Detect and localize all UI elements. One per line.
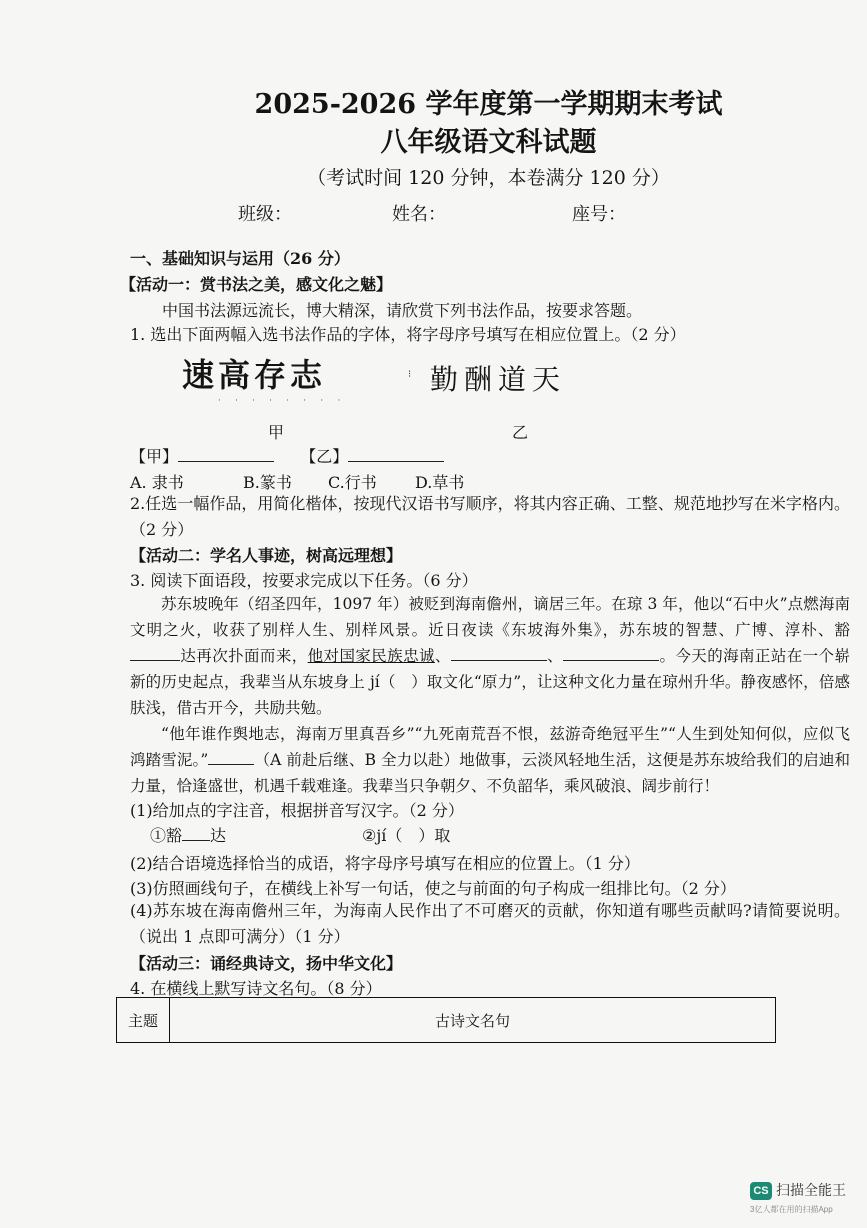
option-d: D.草书	[415, 473, 465, 492]
blank-parallel-1[interactable]	[451, 646, 547, 661]
blank-huo[interactable]	[130, 646, 180, 661]
seat-label: 座号：	[572, 204, 626, 225]
question-3: 3. 阅读下面语段，按要求完成以下任务。（6 分）	[130, 571, 478, 590]
activity3-title: 【活动三：诵经典诗文，扬中华文化】	[130, 954, 403, 973]
option-c: C.行书	[328, 473, 377, 492]
option-b: B.篆书	[243, 473, 292, 492]
exam-subject-title: 八年级语文科试题	[380, 127, 597, 158]
activity1-title: 【活动一：赏书法之美，感文化之魅】	[120, 275, 393, 294]
exam-title: 2025-2026 学年度第一学期期末考试	[254, 89, 723, 120]
underlined-sentence: 他对国家民族忠诚	[307, 647, 435, 665]
table-header-row	[117, 998, 776, 1043]
label-yi: 乙	[512, 423, 529, 442]
exam-duration-note: （考试时间 120 分钟，本卷满分 120 分）	[307, 167, 670, 189]
question-4: 4. 在横线上默写诗文名句。（8 分）	[130, 979, 382, 998]
calligraphy-jia-seal: · · · · · · · ·	[218, 396, 347, 405]
answer-row	[130, 444, 444, 467]
sub-question-3: (3)仿照画线句子，在横线上补写一句话，使之与前面的句子构成一组排比句。（2 分）	[130, 879, 736, 898]
section-heading: 一、基础知识与运用（26 分）	[130, 249, 350, 268]
activity1-intro: 中国书法源远流长，博大精深，请欣赏下列书法作品，按要求答题。	[162, 301, 643, 320]
answer-jia-blank[interactable]	[178, 447, 274, 462]
class-label: 班级：	[238, 204, 292, 225]
table-header-quotes: 古诗文名句	[170, 998, 776, 1043]
scanner-app-name: 扫描全能王	[776, 1182, 846, 1198]
table-header-theme: 主题	[117, 998, 170, 1043]
sub-question-1a: ①豁 达	[150, 826, 227, 845]
blank-idiom[interactable]	[208, 750, 254, 765]
scanner-tagline: 3亿人都在用的扫描App	[750, 1205, 833, 1214]
passage-paragraph-2: “他年谁作舆地志，海南万里真吾乡”“九死南荒吾不恨，兹游奇绝冠平生”“人生到处知何似，应似飞鸿踏雪泥。” （A 前赴后继、B 全力以赴）地做事，云淡风轻地生活，这便是苏东坡给我们的启迪和力量，恰逢盛世，机遇千载难逢。我辈当只争朝夕、不负韶华，乘风破浪、阔步前行！	[130, 725, 850, 795]
calligraphy-yi-seal: ⁝	[408, 369, 412, 380]
blank-parallel-2[interactable]	[563, 646, 659, 661]
question-1: 1. 选出下面两幅入选书法作品的字体，将字母序号填写在相应位置上。（2 分）	[130, 325, 686, 344]
answer-jia-label: 【甲】	[130, 447, 179, 466]
answer-yi-label: 【乙】	[300, 447, 349, 466]
option-a: A. 隶书	[130, 473, 184, 492]
calligraphy-jia: 速高存志	[182, 356, 327, 394]
label-jia: 甲	[268, 423, 285, 442]
scanner-logo-icon: CS	[750, 1182, 772, 1200]
sub-question-1: (1)给加点的字注音，根据拼音写汉字。（2 分）	[130, 801, 464, 820]
sub-question-2: (2)结合语境选择恰当的成语，将字母序号填写在相应的位置上。（1 分）	[130, 854, 640, 873]
name-label: 姓名：	[392, 204, 446, 225]
question-2: 2.任选一幅作品，用简化楷体，按现代汉语书写顺序，将其内容正确、工整、规范地抄写在米字格内。（2 分）	[130, 494, 850, 539]
calligraphy-yi: 勤酬道天	[430, 363, 567, 396]
poem-table	[116, 997, 776, 1043]
answer-yi-blank[interactable]	[348, 447, 444, 462]
sub-question-1b: ②jí（ ）取	[362, 826, 451, 845]
passage-paragraph-1: 苏东坡晚年（绍圣四年，1097 年）被贬到海南儋州，谪居三年。在琼 3 年，他以“石中火”点燃海南文明之火，收获了别样人生、别样风景。近日夜读《东坡海外集》，苏东坡的智慧、广博、淳朴、豁达再次扑面而来，他对国家民族忠诚、 、 。今天的海南正站在一个崭新的历史起点，我辈当从东坡身上 jí（ ）取文化“原力”，让这种文化力量在琼州升华。静夜感怀，倍感肤浅，借古开今，共励共勉。	[130, 595, 850, 717]
sub-question-4: (4)苏东坡在海南儋州三年，为海南人民作出了不可磨灭的贡献，你知道有哪些贡献吗?请简要说明。（说出 1 点即可满分）（1 分）	[130, 901, 850, 946]
activity2-title: 【活动二：学名人事迹，树高远理想】	[130, 546, 403, 565]
pinyin-blank[interactable]	[182, 826, 210, 841]
